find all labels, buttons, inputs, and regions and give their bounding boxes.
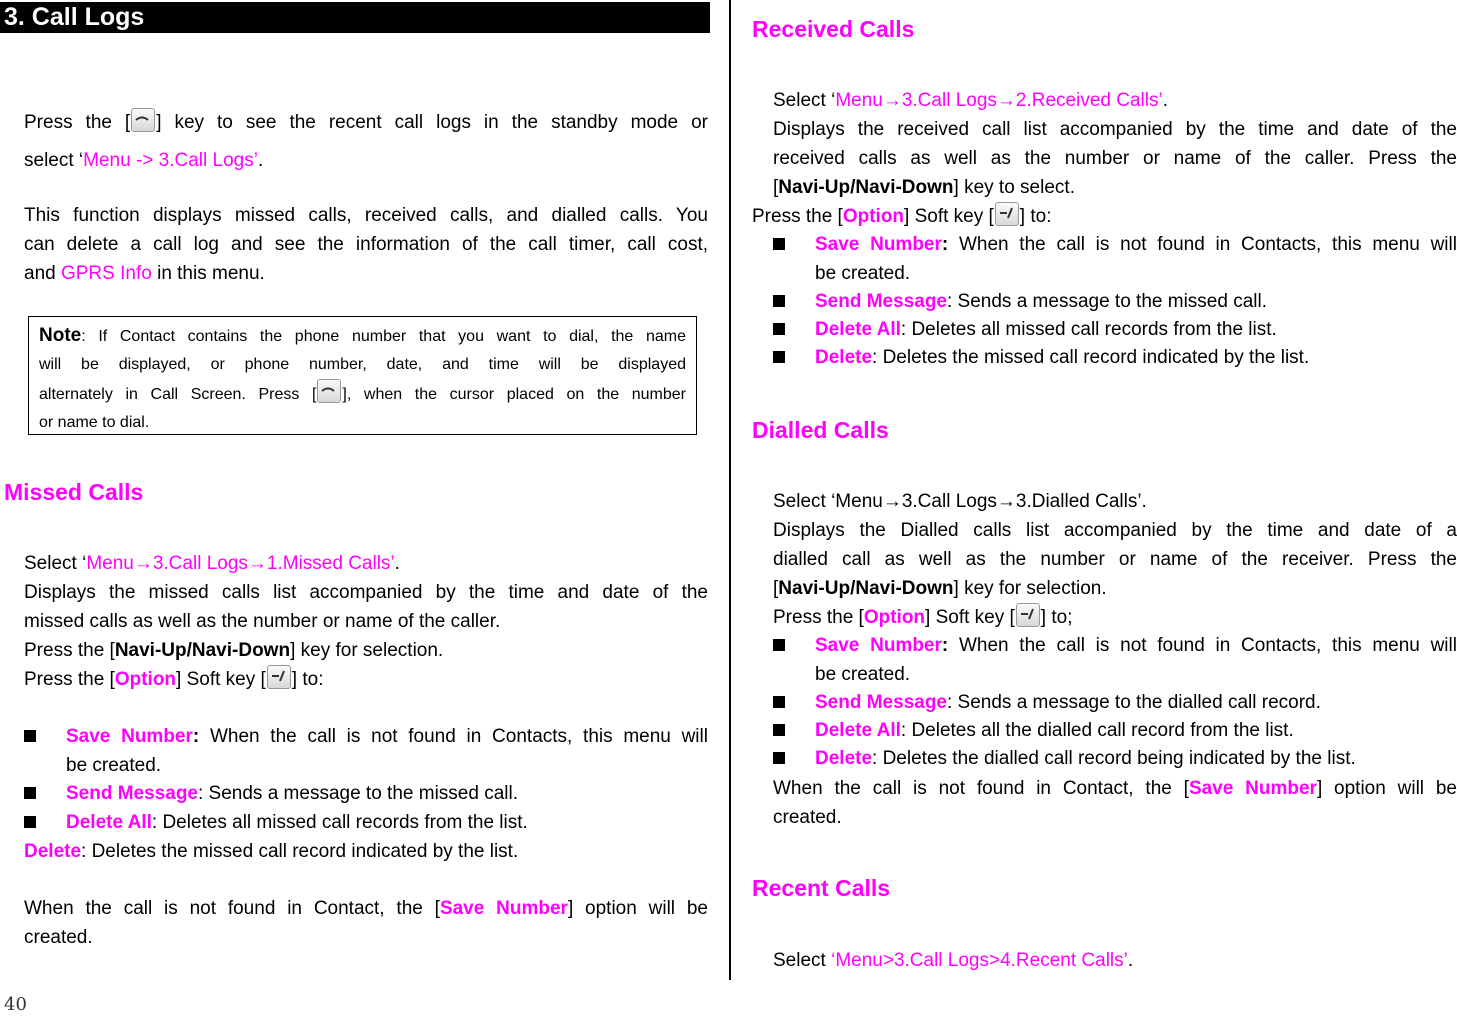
soft-key-icon — [267, 665, 291, 689]
bullet-square-icon — [773, 238, 785, 250]
bullet-square-icon — [24, 787, 36, 799]
bullet-square-icon — [24, 816, 36, 828]
bullet-square-icon — [773, 323, 785, 335]
bullet-square-icon — [773, 752, 785, 764]
page-number: 40 — [4, 994, 27, 1015]
dialled-calls-footer: When the call is not found in Contact, the [Save Number] option will be created. — [773, 778, 1457, 828]
missed-calls-body: Select ‘Menu→3.Call Logs→1.Missed Calls’. Displays the missed calls list accompanied by the time and date of the missed calls as well as the number or name of the caller. Press the [Navi-Up/Navi-Down] key for selection. Press the [Option] Soft key [ ] to: — [24, 553, 708, 690]
missed-calls-heading: Missed Calls — [4, 479, 144, 505]
note-box: Note: If Contact contains the phone number that you want to dial, the name will be displayed, or phone number, date, and time will be displayed alternately in Call Screen. Press [ ], when the cursor placed on the number or name to dial. — [28, 316, 697, 435]
list-item: Save Number: When the call is not found in Contacts, this menu will be created. — [773, 631, 1457, 689]
list-item: Send Message: Sends a message to the missed call. — [24, 779, 708, 808]
bullet-square-icon — [773, 639, 785, 651]
recent-calls-heading: Recent Calls — [752, 875, 891, 901]
bullet-square-icon — [773, 351, 785, 363]
dialled-calls-heading: Dialled Calls — [752, 417, 889, 443]
send-key-icon — [131, 108, 155, 132]
column-divider — [729, 0, 731, 980]
gprs-info-link: GPRS Info — [60, 263, 152, 284]
intro-line-2: select ‘Menu -> 3.Call Logs’. — [24, 150, 264, 171]
intro-paragraph — [24, 104, 708, 180]
list-item: Save Number: When the call is not found in Contacts, this menu will be created. — [24, 722, 708, 780]
received-calls-body: Select ‘Menu→3.Call Logs→2.Received Calls’. Displays the received call list accompanied by the time and date of the received calls as well as the number or name of the caller. Press the [Navi-Up/Navi-Down] key to select. — [773, 90, 1457, 198]
received-option-line: Press the [Option] Soft key [ ] to: — [752, 202, 1051, 231]
missed-delete-line: Delete: Deletes the missed call record indicated by the list. — [24, 841, 519, 862]
list-item: Save Number: When the call is not found in Contacts, this menu will be created. — [773, 230, 1457, 288]
intro-line-1: Press the [ ] key to see the recent call logs in the standby mode or — [24, 104, 708, 142]
bullet-square-icon — [24, 730, 36, 742]
bullet-square-icon — [773, 295, 785, 307]
send-key-icon — [317, 379, 341, 403]
soft-key-icon — [995, 202, 1019, 226]
chapter-title: 3. Call Logs — [0, 2, 710, 33]
bullet-square-icon — [773, 696, 785, 708]
dialled-calls-body: Select ‘Menu→3.Call Logs→3.Dialled Calls’. Displays the Dialled calls list accompanied by the time and date of a dialled call as well as the number or name of the receiver. Press the [Navi-Up/Navi-Down] key for selection. Press the [Option] Soft key [ ] to; — [773, 491, 1457, 628]
received-calls-heading: Received Calls — [752, 16, 915, 42]
list-item: Delete All: Deletes all missed call records from the list. — [24, 808, 708, 837]
bullet-square-icon — [773, 724, 785, 736]
missed-calls-footer: When the call is not found in Contact, the [Save Number] option will be created. — [24, 898, 708, 948]
soft-key-icon — [1016, 603, 1040, 627]
recent-calls-body: Select ‘Menu>3.Call Logs>4.Recent Calls’. — [773, 950, 1134, 971]
intro-paragraph-2: This function displays missed calls, received calls, and dialled calls. You can delete a call log and see the information of the call timer, call cost, and GPRS Info in this menu. — [24, 205, 708, 284]
